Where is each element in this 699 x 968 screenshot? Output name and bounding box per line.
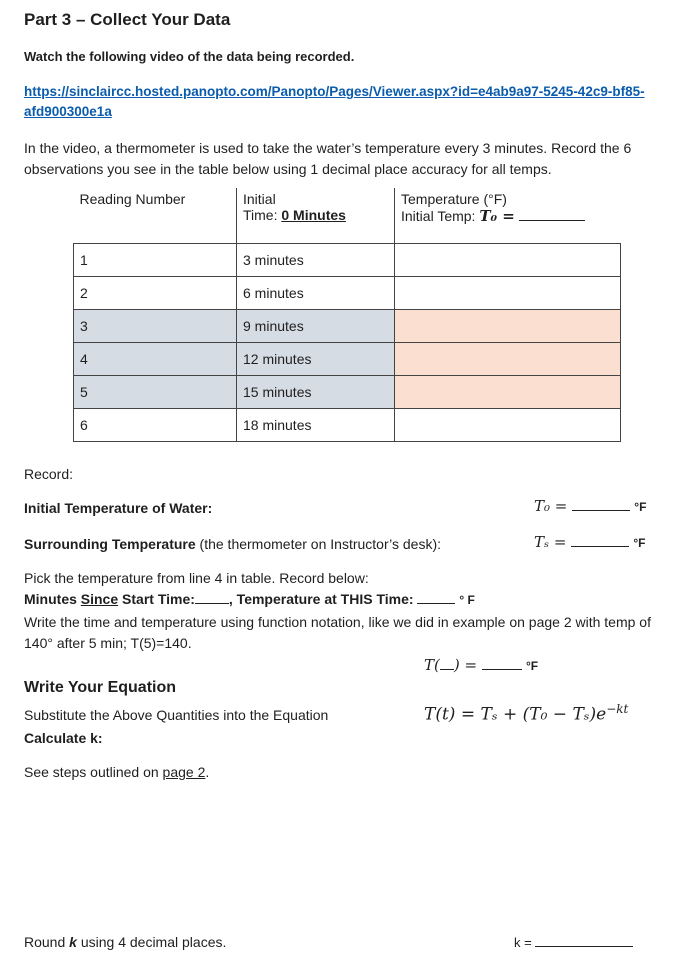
k-answer-field: k = <box>514 934 633 950</box>
col-time-header: Initial Time: 0 Minutes <box>237 188 395 244</box>
reading-number-cell: 5 <box>74 376 237 409</box>
initial-temp-label: Initial Temperature of Water: <box>24 500 213 516</box>
pick-instruction: Pick the temperature from line 4 in table. Record below: <box>24 570 369 586</box>
page-2-link[interactable]: page 2 <box>162 764 206 780</box>
function-notation-instruction: Write the time and temperature using function notation, like we did in example on page 2 with temp of 140° after 5 min; T(5)=140. <box>24 614 651 651</box>
time-cell: 12 minutes <box>237 343 395 376</box>
see-steps-text: See steps outlined on page 2. <box>24 764 210 780</box>
temperature-cell[interactable] <box>395 409 621 442</box>
surrounding-temp-input[interactable] <box>571 534 629 547</box>
round-instruction: Round k using 4 decimal places. <box>24 934 227 950</box>
minutes-temp-line: Minutes Since Start Time: , Temperature at THIS Time: ° F <box>24 591 475 607</box>
cooling-equation: $T(t) = T_s + (T_0 - T_s)e^{-kt}$ <box>424 702 629 725</box>
reading-number-cell: 6 <box>74 409 237 442</box>
intro-paragraph: In the video, a thermometer is used to take the water’s temperature every 3 minutes. Record the 6 observations you see in the table below using 1 decimal place accuracy for all temps. <box>24 140 632 177</box>
function-temp-input[interactable] <box>482 657 522 670</box>
video-link[interactable]: https://sinclaircc.hosted.panopto.com/Panopto/Pages/Viewer.aspx?id=e4ab9a97-5245-42c9-bf85-afd900300e1a <box>24 84 645 119</box>
initial-time-value: 0 Minutes <box>281 207 346 223</box>
table-row <box>74 409 621 442</box>
initial-temp-input[interactable] <box>572 498 630 511</box>
col-reading-number-header: Reading Number <box>74 188 237 244</box>
temperature-at-time-input[interactable] <box>417 591 455 604</box>
function-time-input[interactable] <box>440 657 454 670</box>
function-notation-field: T( ) = °F <box>424 656 539 674</box>
reading-number-cell: 1 <box>74 244 237 277</box>
reading-number-cell: 3 <box>74 310 237 343</box>
surrounding-temp-field: Tₛ = °F <box>534 533 646 551</box>
table-row <box>74 376 621 409</box>
k-input[interactable] <box>535 934 633 947</box>
temperature-cell[interactable] <box>395 376 621 409</box>
page-title: Part 3 – Collect Your Data <box>24 10 231 29</box>
write-equation-heading: Write Your Equation <box>24 679 177 696</box>
table-row <box>74 244 621 277</box>
time-cell: 3 minutes <box>237 244 395 277</box>
table-header-row <box>74 188 621 244</box>
reading-number-cell: 4 <box>74 343 237 376</box>
reading-number-cell: 2 <box>74 277 237 310</box>
substitute-instruction: Substitute the Above Quantities into the Equation <box>24 707 329 723</box>
table-row <box>74 310 621 343</box>
watch-instruction: Watch the following video of the data being recorded. <box>24 49 355 64</box>
time-cell: 15 minutes <box>237 376 395 409</box>
record-label: Record: <box>24 466 74 482</box>
calculate-k-label: Calculate k: <box>24 730 103 746</box>
temperature-cell[interactable] <box>395 244 621 277</box>
temperature-cell[interactable] <box>395 277 621 310</box>
time-cell: 9 minutes <box>237 310 395 343</box>
time-cell: 6 minutes <box>237 277 395 310</box>
initial-temp-blank[interactable] <box>519 208 585 221</box>
temperature-cell[interactable] <box>395 343 621 376</box>
initial-temp-field: T₀ = °F <box>534 497 647 515</box>
col-temperature-header: Temperature (°F) Initial Temp: T₀ = <box>395 188 621 244</box>
table-row <box>74 277 621 310</box>
table-row <box>74 343 621 376</box>
time-cell: 18 minutes <box>237 409 395 442</box>
temperature-cell[interactable] <box>395 310 621 343</box>
minutes-input[interactable] <box>195 591 229 604</box>
observations-table <box>73 188 621 442</box>
surrounding-temp-label: Surrounding Temperature (the thermometer on Instructor’s desk): <box>24 536 442 552</box>
